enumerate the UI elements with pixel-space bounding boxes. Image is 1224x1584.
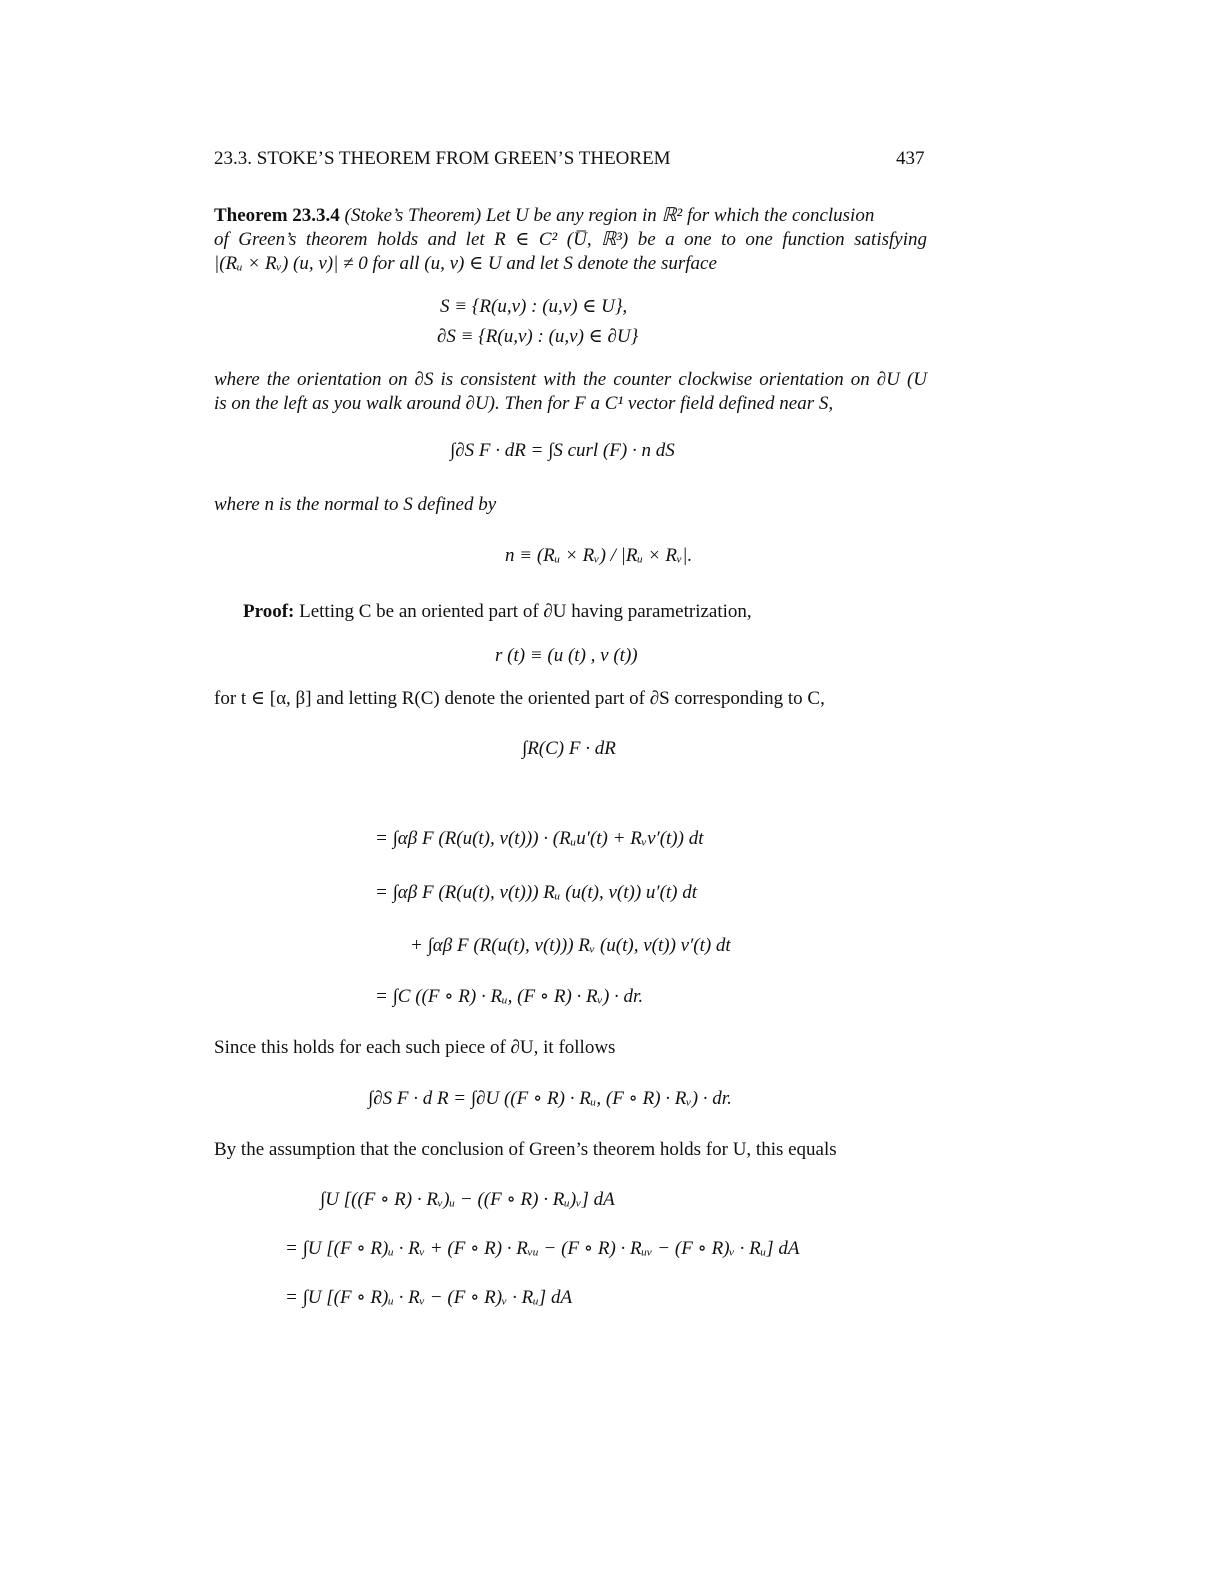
equation-chain-4: = ∫C ((F ∘ R) · Rᵤ, (F ∘ R) · Rᵥ) · dr.	[375, 986, 644, 1007]
proof-text-4: By the assumption that the conclusion of Green’s theorem holds for U, this equals	[214, 1139, 837, 1160]
theorem-text-4: where the orientation on ∂S is consistent with the counter clockwise orientation on ∂U (U	[214, 369, 927, 390]
proof-text-3: Since this holds for each such piece of ∂U, it follows	[214, 1037, 616, 1058]
equation-green-1: ∫U [((F ∘ R) · Rᵥ)ᵤ − ((F ∘ R) · Rᵤ)ᵥ] dA	[320, 1189, 615, 1210]
theorem-text-6: where n is the normal to S defined by	[214, 494, 497, 515]
theorem-text-1: Let U be any region in ℝ² for which the conclusion	[485, 205, 875, 226]
equation-boundary-dS: ∂S ≡ {R(u,v) : (u,v) ∈ ∂U}	[437, 326, 639, 347]
equation-parametrization: r (t) ≡ (u (t) , v (t))	[495, 645, 638, 666]
theorem-text-3: |(Rᵤ × Rᵥ) (u, v)| ≠ 0 for all (u, v) ∈ U and let S denote the surface	[214, 253, 717, 274]
proof-text-2: for t ∈ [α, β] and letting R(C) denote the oriented part of ∂S corresponding to C,	[214, 688, 825, 709]
theorem-text-5: is on the left as you walk around ∂U). Then for F a C¹ vector field defined near S,	[214, 393, 834, 414]
proof-text-1: Letting C be an oriented part of ∂U having parametrization,	[299, 601, 752, 622]
proof-line-1	[243, 600, 752, 624]
equation-chain-3: + ∫αβ F (R(u(t), v(t))) Rᵥ (u(t), v(t)) v′(t) dt	[410, 935, 731, 956]
equation-green-2: = ∫U [(F ∘ R)ᵤ · Rᵥ + (F ∘ R) · Rᵥᵤ − (F ∘ R) · Rᵤᵥ − (F ∘ R)ᵥ · Rᵤ] dA	[285, 1238, 800, 1259]
equation-green-3: = ∫U [(F ∘ R)ᵤ · Rᵥ − (F ∘ R)ᵥ · Rᵤ] dA	[285, 1287, 573, 1308]
equation-line-integral-RC: ∫R(C) F · dR	[522, 738, 616, 759]
theorem-line-1	[214, 204, 874, 228]
equation-chain-1: = ∫αβ F (R(u(t), v(t))) · (Rᵤu′(t) + Rᵥv′(t)) dt	[375, 828, 704, 849]
equation-boundary-integral: ∫∂S F · d R = ∫∂U ((F ∘ R) · Rᵤ, (F ∘ R) · Rᵥ) · dr.	[368, 1088, 732, 1109]
equation-chain-2: = ∫αβ F (R(u(t), v(t))) Rᵤ (u(t), v(t)) u′(t) dt	[375, 882, 698, 903]
equation-normal: n ≡ (Rᵤ × Rᵥ) / |Rᵤ × Rᵥ|.	[505, 545, 693, 566]
equation-stokes: ∫∂S F · dR = ∫S curl (F) · n dS	[450, 440, 675, 461]
running-header: 23.3. STOKE’S THEOREM FROM GREEN’S THEOREM	[214, 148, 671, 169]
theorem-title: (Stoke’s Theorem)	[344, 205, 482, 226]
page-number: 437	[896, 148, 925, 169]
theorem-text-2: of Green’s theorem holds and let R ∈ C² (U̅, ℝ³) be a one to one function satisfying	[214, 229, 927, 250]
proof-label: Proof:	[243, 601, 295, 622]
theorem-label: Theorem 23.3.4	[214, 205, 340, 226]
equation-surface-S: S ≡ {R(u,v) : (u,v) ∈ U},	[440, 296, 628, 317]
